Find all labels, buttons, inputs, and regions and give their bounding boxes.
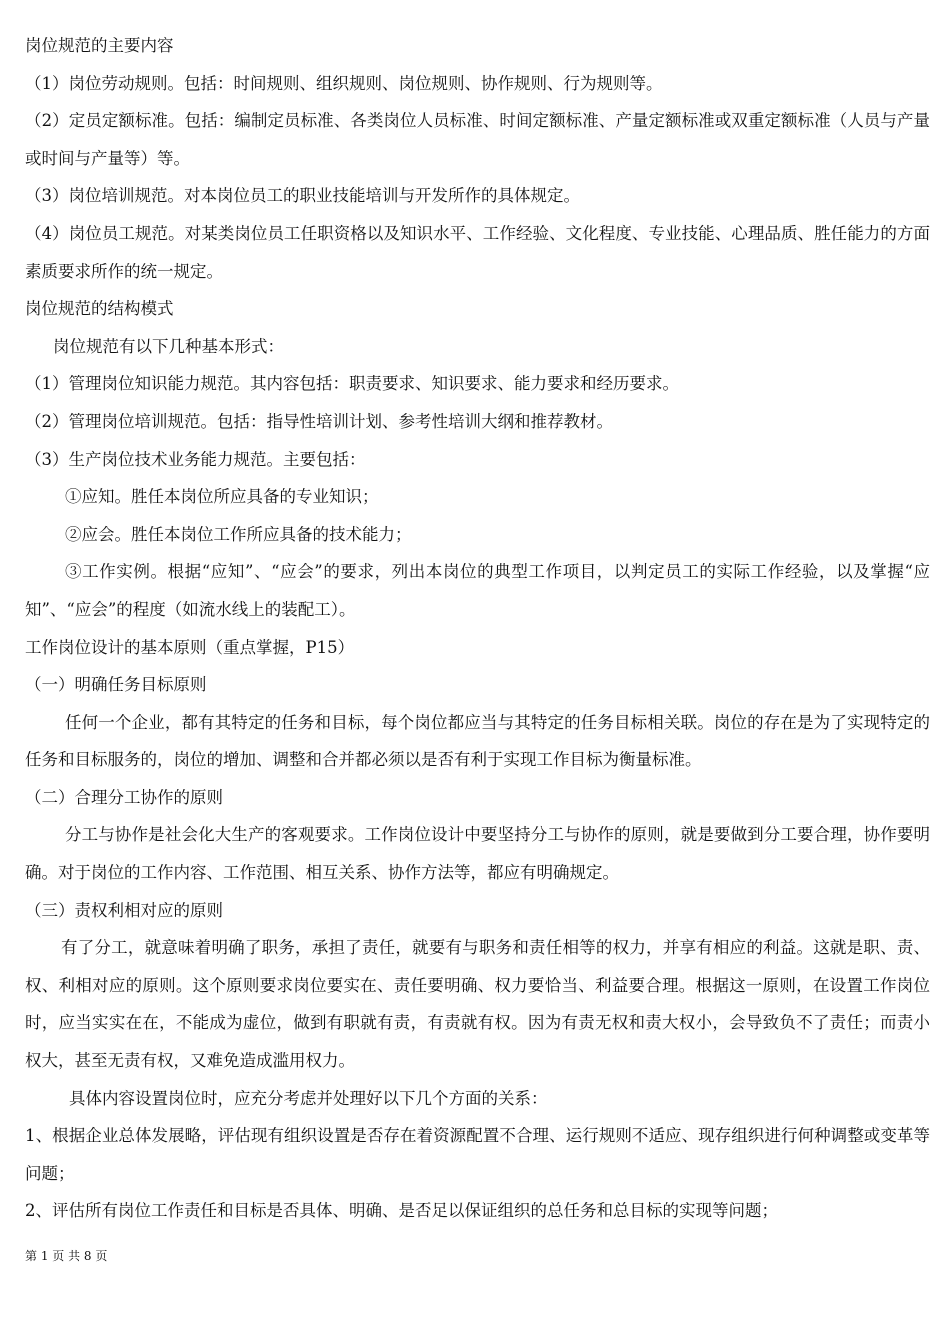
section-heading-content: 岗位规范的主要内容: [25, 36, 174, 55]
paragraph-form-2: （2）管理岗位培训规范。包括：指导性培训计划、参考性培训大纲和推荐教材。: [25, 411, 613, 431]
document-body: [25, 27, 930, 1230]
paragraph-relations-intro: 具体内容设置岗位时，应充分考虑并处理好以下几个方面的关系：: [69, 1088, 548, 1108]
paragraph-intro-forms: 岗位规范有以下几种基本形式：: [53, 336, 284, 356]
section-heading-principles: 工作岗位设计的基本原则（重点掌握，P15）: [25, 637, 355, 657]
page-footer: 第 1 页 共 8 页: [25, 1249, 108, 1263]
paragraph-item-1: （1）岗位劳动规则。包括：时间规则、组织规则、岗位规则、协作规则、行为规则等。: [25, 73, 663, 93]
paragraph-principle-3: 有了分工，就意味着明确了职务，承担了责任，就要有与职务和责任相等的权力，并享有相应的利益。这就是职、责、权、利相对应的原则。这个原则要求岗位要实在、责任要明确、权力要恰当、利益要合理。根据这一原则，在设置工作岗位时，应当实实在在，不能成为虚位，做到有职就有责，有责就有权。因为有责无权和责大权小，会导致负不了责任；而责小权大，甚至无责有权，又难免造成滥用权力。: [25, 938, 930, 1071]
paragraph-form-1: （1）管理岗位知识能力规范。其内容包括：职责要求、知识要求、能力要求和经历要求。: [25, 374, 679, 394]
paragraph-principle-2: 分工与协作是社会化大生产的客观要求。工作岗位设计中要坚持分工与协作的原则，就是要做到分工要合理，协作要明确。对于岗位的工作内容、工作范围、相互关系、协作方法等，都应有明确规定。: [25, 825, 930, 883]
paragraph-relation-2: 2、评估所有岗位工作责任和目标是否具体、明确、是否足以保证组织的总任务和总目标的实现等问题；: [25, 1201, 778, 1221]
subheading-principle-3: （三）责权利相对应的原则: [25, 900, 223, 920]
paragraph-item-3: （3）岗位培训规范。对本岗位员工的职业技能培训与开发所作的具体规定。: [25, 186, 580, 206]
paragraph-yinghui: ②应会。胜任本岗位工作所应具备的技术能力；: [65, 524, 412, 544]
paragraph-form-3: （3）生产岗位技术业务能力规范。主要包括：: [25, 449, 366, 469]
section-heading-structure: 岗位规范的结构模式: [25, 299, 174, 319]
paragraph-relation-1: 1、根据企业总体发展略，评估现有组织设置是否存在着资源配置不合理、运行规则不适应、现存组织进行何种调整或变革等问题；: [25, 1126, 930, 1183]
paragraph-yingzhi: ①应知。胜任本岗位所应具备的专业知识；: [65, 487, 379, 507]
paragraph-work-example: ③工作实例。根据“应知”、“应会”的要求，列出本岗位的典型工作项目，以判定员工的实际工作经验，以及掌握“应知”、“应会”的程度（如流水线上的装配工）。: [25, 562, 930, 619]
paragraph-item-4: （4）岗位员工规范。对某类岗位员工任职资格以及知识水平、工作经验、文化程度、专业技能、心理品质、胜任能力的方面素质要求所作的统一规定。: [25, 223, 930, 281]
paragraph-item-2: （2）定员定额标准。包括：编制定员标准、各类岗位人员标准、时间定额标准、产量定额标准或双重定额标准（人员与产量或时间与产量等）等。: [25, 111, 930, 168]
subheading-principle-1: （一）明确任务目标原则: [25, 675, 207, 695]
paragraph-principle-1: 任何一个企业，都有其特定的任务和目标，每个岗位都应当与其特定的任务目标相关联。岗位的存在是为了实现特定的任务和目标服务的，岗位的增加、调整和合并都必须以是否有利于实现工作目标为衡量标准。: [25, 712, 930, 770]
subheading-principle-2: （二）合理分工协作的原则: [25, 787, 223, 807]
